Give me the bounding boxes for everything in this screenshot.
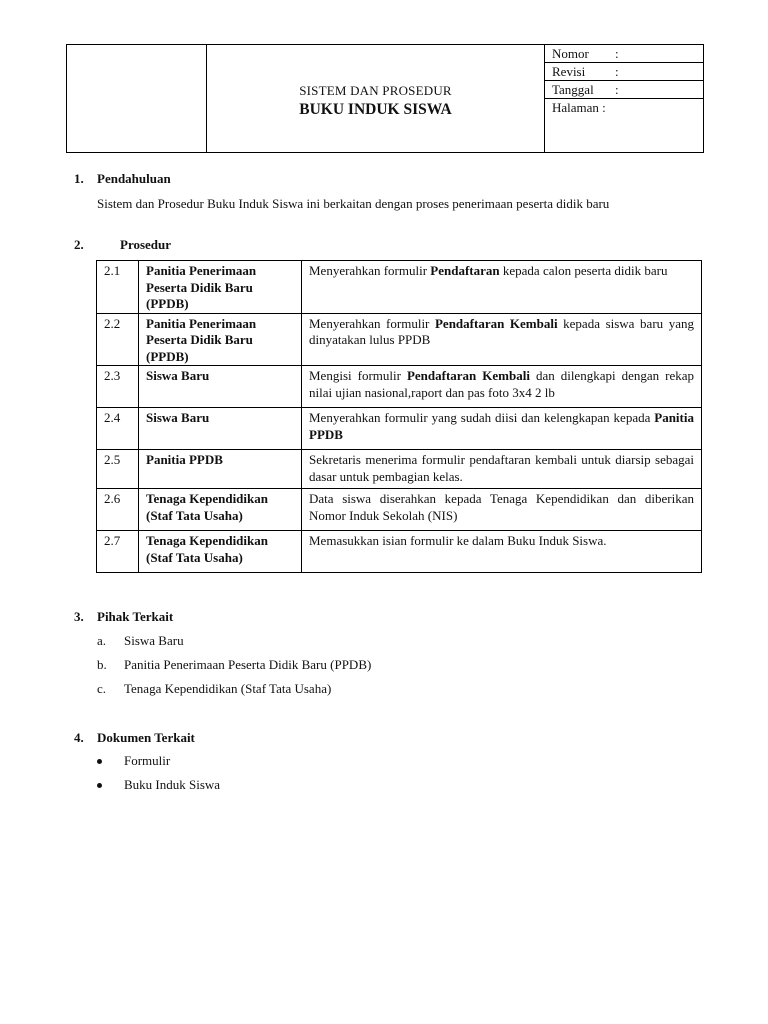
section-pihak-terkait-heading: [74, 609, 173, 625]
list-marker: c.: [97, 681, 107, 696]
step-actor: Siswa Baru: [139, 366, 302, 408]
meta-row-nomor: [545, 45, 703, 63]
section-title: Pendahuluan: [97, 171, 171, 186]
table-row: [97, 531, 702, 573]
table-row: [97, 450, 702, 489]
step-actor: Tenaga Kependidikan (Staf Tata Usaha): [139, 489, 302, 531]
step-description: Menyerahkan formulir Pendaftaran kepada calon peserta didik baru: [302, 261, 702, 314]
meta-label: Revisi: [552, 64, 586, 79]
table-row: [97, 489, 702, 531]
section-number: 3.: [74, 609, 84, 624]
section-number: 4.: [74, 730, 84, 745]
meta-row-revisi: [545, 63, 703, 81]
step-number: 2.2: [97, 313, 139, 366]
step-actor: Tenaga Kependidikan (Staf Tata Usaha): [139, 531, 302, 573]
table-row: [97, 313, 702, 366]
section-pendahuluan-heading: [74, 171, 171, 187]
meta-label: Halaman: [552, 100, 599, 115]
meta-sep: :: [615, 82, 619, 97]
meta-label: Nomor: [552, 46, 589, 61]
document-header: [66, 44, 704, 153]
table-row: [97, 408, 702, 450]
meta-sep: :: [615, 64, 619, 79]
list-marker: a.: [97, 633, 107, 648]
pendahuluan-paragraph: Sistem dan Prosedur Buku Induk Siswa ini berkaitan dengan proses penerimaan peserta didik baru: [97, 196, 610, 211]
meta-sep: :: [615, 46, 619, 61]
section-title: Prosedur: [120, 237, 172, 252]
list-item-text: Panitia Penerimaan Peserta Didik Baru (PPDB): [124, 657, 372, 672]
step-description: Memasukkan isian formulir ke dalam Buku Induk Siswa.: [302, 531, 702, 573]
step-actor: Siswa Baru: [139, 408, 302, 450]
meta-row-halaman: [545, 99, 703, 152]
procedure-table: [96, 260, 702, 573]
section-number: 2.: [74, 237, 84, 252]
list-item-text: Buku Induk Siswa: [124, 777, 221, 792]
list-marker: b.: [97, 657, 107, 672]
step-number: 2.6: [97, 489, 139, 531]
step-number: 2.3: [97, 366, 139, 408]
list-item: [97, 749, 220, 773]
step-number: 2.1: [97, 261, 139, 314]
list-item-text: Tenaga Kependidikan (Staf Tata Usaha): [124, 681, 332, 696]
list-item-text: Siswa Baru: [124, 633, 184, 648]
meta-sep: :: [602, 100, 606, 115]
table-row: [97, 366, 702, 408]
step-actor: Panitia PPDB: [139, 450, 302, 489]
list-item: [97, 629, 371, 653]
step-description: Mengisi formulir Pendaftaran Kembali dan dilengkapi dengan rekap nilai ujian nasional,raport dan pas foto 3x4 2 lb: [302, 366, 702, 408]
step-number: 2.4: [97, 408, 139, 450]
list-item: [97, 653, 371, 677]
pihak-terkait-list: [97, 629, 371, 701]
logo-cell: [67, 45, 207, 152]
title-cell: [207, 45, 545, 152]
table-row: [97, 261, 702, 314]
meta-label: Tanggal: [552, 82, 594, 97]
step-number: 2.7: [97, 531, 139, 573]
meta-row-tanggal: [545, 81, 703, 99]
bullet-icon: [97, 783, 102, 788]
step-description: Sekretaris menerima formulir pendaftaran kembali untuk diarsip sebagai dasar untuk pembagian kelas.: [302, 450, 702, 489]
dokumen-terkait-list: [97, 749, 220, 797]
section-prosedur-heading: [74, 237, 171, 253]
list-item: [97, 773, 220, 797]
step-number: 2.5: [97, 450, 139, 489]
step-actor: Panitia Penerimaan Peserta Didik Baru (PPDB): [139, 261, 302, 314]
list-item-text: Formulir: [124, 753, 171, 768]
header-title-line2: BUKU INDUK SISWA: [299, 100, 452, 118]
header-title-line1: SISTEM DAN PROSEDUR: [299, 82, 452, 98]
bullet-icon: [97, 759, 102, 764]
section-number: 1.: [74, 171, 84, 186]
step-description: Menyerahkan formulir Pendaftaran Kembali kepada siswa baru yang dinyatakan lulus PPDB: [302, 313, 702, 366]
section-dokumen-terkait-heading: [74, 730, 195, 746]
list-item: [97, 677, 371, 701]
step-description: Data siswa diserahkan kepada Tenaga Kependidikan dan diberikan Nomor Induk Sekolah (NIS): [302, 489, 702, 531]
section-title: Dokumen Terkait: [97, 730, 195, 745]
step-actor: Panitia Penerimaan Peserta Didik Baru (PPDB): [139, 313, 302, 366]
section-title: Pihak Terkait: [97, 609, 174, 624]
meta-cell: [545, 45, 703, 152]
step-description: Menyerahkan formulir yang sudah diisi dan kelengkapan kepada Panitia PPDB: [302, 408, 702, 450]
